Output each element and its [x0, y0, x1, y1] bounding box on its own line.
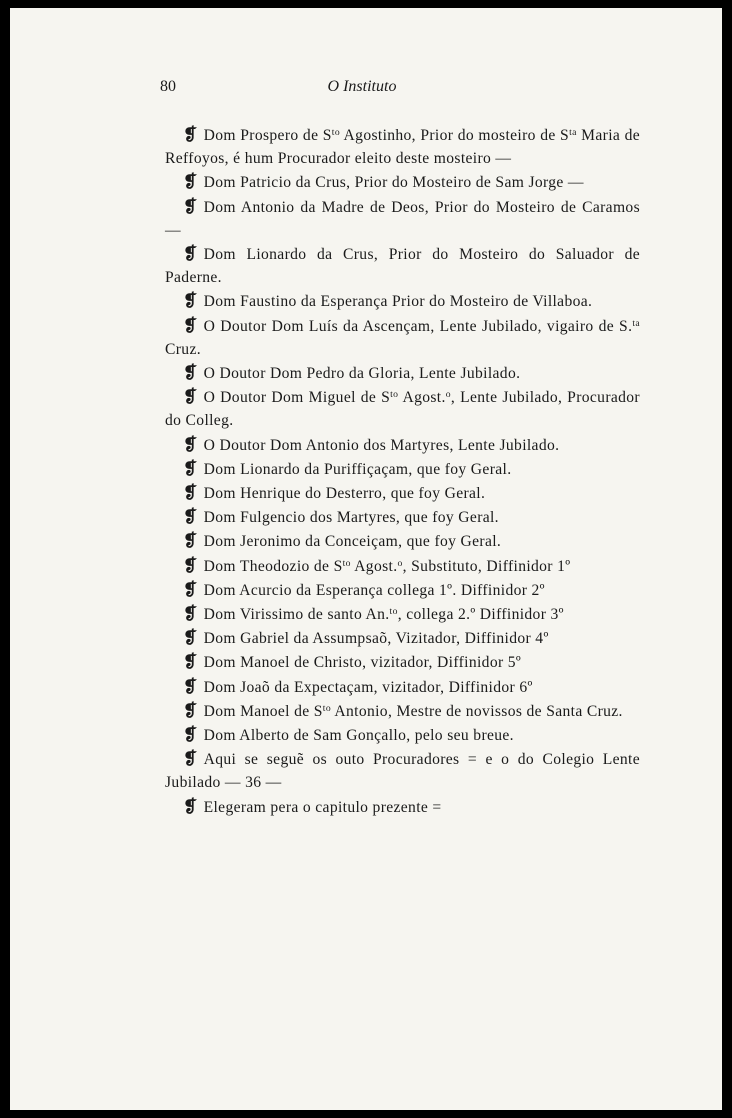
- pilcrow-icon: ❡: [183, 725, 198, 745]
- entry-text: Dom Faustino da Esperança Prior do Mosteiro de Villaboa.: [203, 293, 593, 311]
- pilcrow-icon: ❡: [183, 387, 198, 407]
- entry-text: Dom Prospero de $S^{to}$ Agostinho, Prior do mosteiro de $S^{ta}$ Maria de Reffoyos, é hum Procurador eleito deste mosteiro —: [165, 127, 640, 168]
- pilcrow-icon: ❡: [183, 749, 198, 769]
- entry-paragraph: [165, 747, 640, 794]
- entry-paragraph: [165, 626, 640, 650]
- page-header: [160, 78, 564, 102]
- entry-paragraph: [165, 650, 640, 674]
- entry-text: Dom Alberto de Sam Gonçallo, pelo seu breue.: [203, 727, 514, 745]
- entry-text: O Doutor Dom Luís da Ascençam, Lente Jubilado, vigairo de S.$^{ta}$ Cruz.: [165, 317, 640, 358]
- entry-paragraph: [165, 433, 640, 457]
- entry-text: Elegeram pera o capitulo prezente =: [203, 798, 442, 816]
- entry-paragraph: [165, 361, 640, 385]
- entry-text: Dom Antonio da Madre de Deos, Prior do Mosteiro de Caramos —: [165, 198, 640, 239]
- entry-text: Aqui se seguẽ os outo Procuradores = e o do Colegio Lente Jubilado — 36 —: [165, 751, 640, 792]
- entry-text: Dom Henrique do Desterro, que foy Geral.: [203, 485, 486, 503]
- entry-text: O Doutor Dom Miguel de $S^{to}$ Agost.$^o$, Lente Jubilado, Procurador do Colleg.: [165, 389, 640, 430]
- entry-text: O Doutor Dom Pedro da Gloria, Lente Jubilado.: [203, 365, 521, 383]
- document-page: [10, 8, 722, 1110]
- pilcrow-icon: ❡: [183, 196, 198, 216]
- entry-paragraph: [165, 723, 640, 747]
- entry-text: Dom Lionardo da Crus, Prior do Mosteiro do Saluador de Paderne.: [165, 246, 640, 287]
- entry-paragraph: [165, 602, 640, 626]
- page-number: 80: [160, 78, 176, 95]
- pilcrow-icon: ❡: [183, 796, 198, 816]
- pilcrow-icon: ❡: [183, 579, 198, 599]
- pilcrow-icon: ❡: [183, 652, 198, 672]
- pilcrow-icon: ❡: [183, 244, 198, 264]
- entry-paragraph: [165, 457, 640, 481]
- pilcrow-icon: ❡: [183, 555, 198, 575]
- entry-paragraph: [165, 195, 640, 242]
- entry-paragraph: [165, 795, 640, 819]
- entry-text: Dom Manoel de Christo, vizitador, Diffinidor 5º: [203, 654, 522, 672]
- entry-text: Dom Gabriel da Assumpsaõ, Vizitador, Diffinidor 4º: [203, 630, 549, 648]
- entry-paragraph: [165, 505, 640, 529]
- entry-paragraph: [165, 529, 640, 553]
- running-title: O Instituto: [327, 78, 397, 95]
- entry-paragraph: [165, 699, 640, 723]
- entry-paragraph: [165, 578, 640, 602]
- pilcrow-icon: ❡: [183, 458, 198, 478]
- entry-paragraph: [165, 170, 640, 194]
- pilcrow-icon: ❡: [183, 125, 198, 144]
- entries-list: [165, 123, 640, 819]
- pilcrow-icon: ❡: [183, 434, 198, 454]
- pilcrow-icon: ❡: [183, 507, 198, 527]
- entry-paragraph: [165, 123, 640, 170]
- entry-text: Dom Lionardo da Puriffiçaçam, que foy Geral.: [203, 460, 512, 478]
- pilcrow-icon: ❡: [183, 531, 198, 551]
- pilcrow-icon: ❡: [183, 628, 198, 648]
- entry-paragraph: [165, 242, 640, 289]
- entry-text: Dom Manoel de $S^{to}$ Antonio, Mestre de novissos de Santa Cruz.: [203, 702, 623, 720]
- entry-text: Dom Patricio da Crus, Prior do Mosteiro de Sam Jorge —: [203, 174, 584, 192]
- entry-paragraph: [165, 314, 640, 361]
- pilcrow-icon: ❡: [183, 604, 198, 624]
- pilcrow-icon: ❡: [183, 483, 198, 503]
- entry-text: Dom Theodozio de $S^{to}$ Agost.$^o$, Substituto, Diffinidor 1º: [203, 557, 571, 575]
- entry-paragraph: [165, 481, 640, 505]
- pilcrow-icon: ❡: [183, 363, 198, 383]
- entry-paragraph: [165, 289, 640, 313]
- pilcrow-icon: ❡: [183, 676, 198, 696]
- entry-text: Dom Joaõ da Expectaçam, vizitador, Diffinidor 6º: [203, 678, 533, 696]
- entry-text: Dom Acurcio da Esperança collega 1º. Diffinidor 2º: [203, 581, 545, 599]
- entry-paragraph: [165, 675, 640, 699]
- entry-paragraph: [165, 554, 640, 578]
- entry-text: Dom Fulgencio dos Martyres, que foy Geral.: [203, 509, 499, 527]
- entry-text: Dom Virissimo de santo An.$^{to}$, collega 2.º Diffinidor 3º: [203, 606, 564, 624]
- entry-paragraph: [165, 385, 640, 432]
- entry-text: Dom Jeronimo da Conceiçam, que foy Geral.: [203, 533, 502, 551]
- entry-text: O Doutor Dom Antonio dos Martyres, Lente Jubilado.: [203, 436, 560, 454]
- pilcrow-icon: ❡: [183, 172, 198, 192]
- pilcrow-icon: ❡: [183, 291, 198, 311]
- pilcrow-icon: ❡: [183, 315, 198, 335]
- pilcrow-icon: ❡: [183, 700, 198, 720]
